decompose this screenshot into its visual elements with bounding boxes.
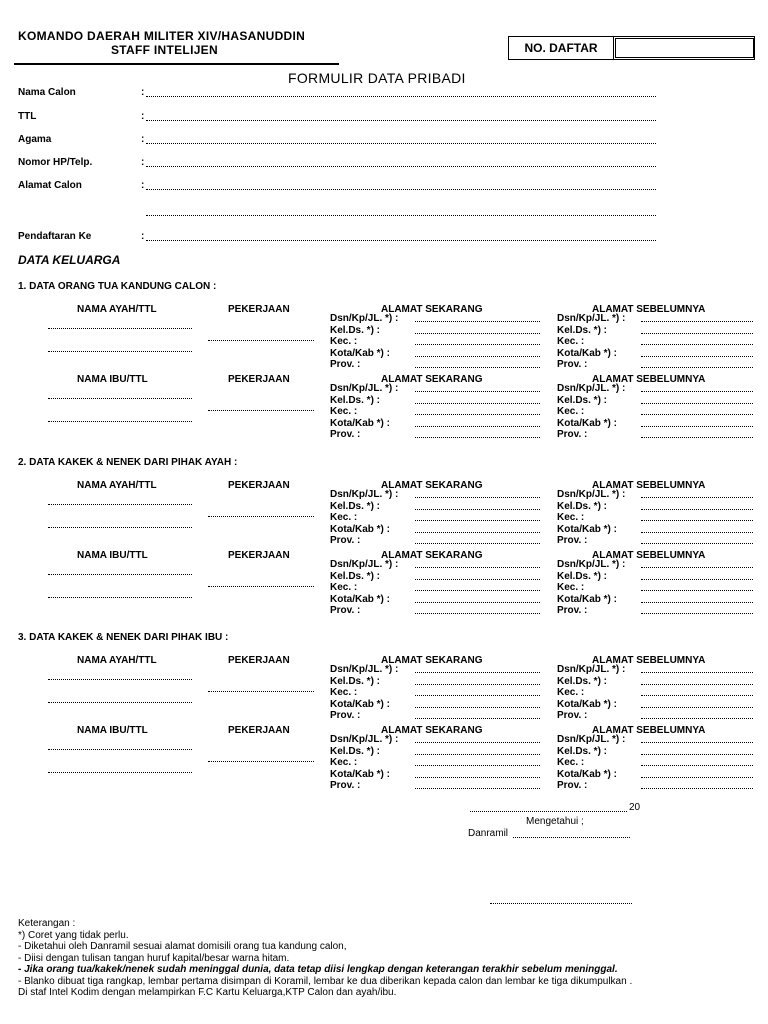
field-input[interactable]	[146, 143, 656, 144]
field-label: Nama Calon	[18, 87, 76, 98]
ayah-pekerjaan-input[interactable]	[208, 691, 314, 692]
ayah-previous-input[interactable]	[641, 333, 753, 334]
ibu-ttl-input[interactable]	[48, 597, 192, 598]
ibu-current-input[interactable]	[415, 777, 540, 778]
ayah-current-label: Kec. :	[330, 687, 358, 698]
ayah-alamat-sebelumnya-header: ALAMAT SEBELUMNYA	[592, 655, 706, 666]
ayah-alamat-sebelumnya-header: ALAMAT SEBELUMNYA	[592, 480, 706, 491]
notes-heading: Keterangan :	[18, 918, 76, 929]
ayah-previous-label: Kota/Kab *) :	[557, 523, 617, 535]
ayah-current-input[interactable]	[415, 543, 540, 544]
ayah-previous-label: Kota/Kab *) :	[557, 347, 617, 359]
ayah-current-label: Dsn/Kp/JL. *) :	[330, 489, 399, 500]
ayah-previous-input[interactable]	[641, 356, 753, 357]
ayah-current-label: Kota/Kab *) :	[330, 347, 390, 359]
ayah-pekerjaan-input[interactable]	[208, 516, 314, 517]
field-input[interactable]	[146, 189, 656, 190]
ayah-current-label: Kec. :	[330, 336, 358, 347]
ibu-current-label: Kec. :	[330, 406, 358, 417]
field-colon: :	[141, 180, 145, 191]
ibu-previous-label: Kec. :	[557, 406, 585, 417]
ayah-previous-input[interactable]	[641, 520, 753, 521]
ayah-current-label: Kel.Ds. *) :	[330, 324, 381, 336]
ibu-current-label: Prov. :	[330, 429, 361, 440]
ibu-alamat-sebelumnya-header: ALAMAT SEBELUMNYA	[592, 374, 706, 385]
ayah-previous-input[interactable]	[641, 684, 753, 685]
place-date-field[interactable]	[470, 811, 627, 812]
ibu-alamat-sebelumnya-header: ALAMAT SEBELUMNYA	[592, 725, 706, 736]
ayah-ttl-input[interactable]	[48, 702, 192, 703]
ibu-current-input[interactable]	[415, 403, 540, 404]
note-line-4: - Jika orang tua/kakek/nenek sudah meninggal dunia, data tetap diisi lengkap dengan keterangan terakhir sebelum meninggal.	[18, 964, 618, 975]
ayah-pekerjaan-header: PEKERJAAN	[228, 480, 290, 491]
ayah-previous-label: Dsn/Kp/JL. *) :	[557, 489, 626, 500]
ibu-current-label: Dsn/Kp/JL. *) :	[330, 383, 399, 394]
ibu-pekerjaan-input[interactable]	[208, 586, 314, 587]
ayah-current-input[interactable]	[415, 509, 540, 510]
ibu-previous-label: Kota/Kab *) :	[557, 768, 617, 780]
ayah-previous-input[interactable]	[641, 367, 753, 368]
ibu-pekerjaan-input[interactable]	[208, 410, 314, 411]
ibu-name-input[interactable]	[48, 749, 192, 750]
ibu-previous-label: Kel.Ds. *) :	[557, 570, 608, 582]
ibu-previous-input[interactable]	[641, 602, 753, 603]
note-line-6: Di staf Intel Kodim dengan melampirkan F.C Kartu Keluarga,KTP Calon dan ayah/ibu.	[18, 987, 397, 998]
ayah-pekerjaan-header: PEKERJAAN	[228, 655, 290, 666]
ibu-current-input[interactable]	[415, 567, 540, 568]
ibu-current-label: Kel.Ds. *) :	[330, 745, 381, 757]
ibu-previous-label: Prov. :	[557, 605, 588, 616]
field-label: Nomor HP/Telp.	[18, 157, 93, 168]
field-colon: :	[141, 87, 145, 98]
ayah-alamat-sekarang-header: ALAMAT SEKARANG	[381, 304, 483, 315]
ibu-current-label: Prov. :	[330, 605, 361, 616]
danramil-field[interactable]	[513, 837, 630, 838]
no-daftar-box	[508, 36, 755, 60]
ayah-current-input[interactable]	[415, 497, 540, 498]
ayah-previous-input[interactable]	[641, 695, 753, 696]
ibu-pekerjaan-header: PEKERJAAN	[228, 374, 290, 385]
ibu-current-input[interactable]	[415, 579, 540, 580]
ibu-previous-label: Dsn/Kp/JL. *) :	[557, 383, 626, 394]
ayah-name-header: NAMA AYAH/TTL	[77, 304, 157, 315]
ibu-alamat-sekarang-header: ALAMAT SEKARANG	[381, 550, 483, 561]
ibu-previous-input[interactable]	[641, 765, 753, 766]
ibu-current-input[interactable]	[415, 742, 540, 743]
org-name-line2: STAFF INTELIJEN	[111, 43, 218, 57]
ayah-current-label: Prov. :	[330, 535, 361, 546]
ibu-previous-label: Kel.Ds. *) :	[557, 745, 608, 757]
ayah-previous-label: Dsn/Kp/JL. *) :	[557, 313, 626, 324]
ibu-current-label: Dsn/Kp/JL. *) :	[330, 734, 399, 745]
ayah-previous-label: Prov. :	[557, 535, 588, 546]
ayah-current-input[interactable]	[415, 532, 540, 533]
note-line-5: - Blanko dibuat tiga rangkap, lembar pertama disimpan di Koramil, lembar ke dua diberikan kepada calon dan lembar ke tiga dikumpulkan .	[18, 976, 633, 987]
ibu-previous-input[interactable]	[641, 613, 753, 614]
field-colon: :	[141, 111, 145, 122]
ibu-previous-label: Kec. :	[557, 757, 585, 768]
ibu-name-header: NAMA IBU/TTL	[77, 725, 148, 736]
ibu-current-label: Dsn/Kp/JL. *) :	[330, 559, 399, 570]
ibu-previous-label: Kota/Kab *) :	[557, 417, 617, 429]
field-colon: :	[141, 157, 145, 168]
ayah-current-label: Kel.Ds. *) :	[330, 675, 381, 687]
ayah-current-input[interactable]	[415, 684, 540, 685]
ibu-previous-input[interactable]	[641, 777, 753, 778]
ibu-previous-label: Dsn/Kp/JL. *) :	[557, 559, 626, 570]
ibu-pekerjaan-header: PEKERJAAN	[228, 550, 290, 561]
field-label: Pendaftaran Ke	[18, 231, 92, 242]
ibu-previous-input[interactable]	[641, 754, 753, 755]
ayah-current-label: Kel.Ds. *) :	[330, 500, 381, 512]
ayah-current-input[interactable]	[415, 695, 540, 696]
ayah-current-input[interactable]	[415, 333, 540, 334]
field-label: Agama	[18, 134, 52, 145]
ayah-previous-label: Kec. :	[557, 336, 585, 347]
ibu-previous-label: Prov. :	[557, 780, 588, 791]
ibu-current-input[interactable]	[415, 437, 540, 438]
field-input-continued[interactable]	[146, 215, 656, 216]
ayah-pekerjaan-header: PEKERJAAN	[228, 304, 290, 315]
field-label: TTL	[18, 111, 37, 122]
ayah-name-header: NAMA AYAH/TTL	[77, 480, 157, 491]
ibu-name-header: NAMA IBU/TTL	[77, 374, 148, 385]
ibu-previous-input[interactable]	[641, 579, 753, 580]
ayah-previous-input[interactable]	[641, 497, 753, 498]
ayah-current-input[interactable]	[415, 707, 540, 708]
ibu-current-input[interactable]	[415, 754, 540, 755]
ibu-alamat-sebelumnya-header: ALAMAT SEBELUMNYA	[592, 550, 706, 561]
note-line-3: - Diisi dengan tulisan tangan huruf kapital/besar warna hitam.	[18, 953, 290, 964]
ibu-current-input[interactable]	[415, 765, 540, 766]
ayah-current-label: Kota/Kab *) :	[330, 523, 390, 535]
signature-field[interactable]	[490, 903, 632, 904]
ayah-previous-input[interactable]	[641, 707, 753, 708]
family-section-title: 3. DATA KAKEK & NENEK DARI PIHAK IBU :	[18, 632, 229, 643]
ayah-name-input[interactable]	[48, 679, 192, 680]
ayah-previous-label: Kel.Ds. *) :	[557, 675, 608, 687]
ayah-previous-label: Kel.Ds. *) :	[557, 324, 608, 336]
ibu-pekerjaan-header: PEKERJAAN	[228, 725, 290, 736]
note-line-1: *) Coret yang tidak perlu.	[18, 930, 129, 941]
ayah-alamat-sekarang-header: ALAMAT SEKARANG	[381, 480, 483, 491]
ibu-alamat-sekarang-header: ALAMAT SEKARANG	[381, 725, 483, 736]
ayah-current-label: Kota/Kab *) :	[330, 698, 390, 710]
ayah-name-header: NAMA AYAH/TTL	[77, 655, 157, 666]
ayah-current-input[interactable]	[415, 356, 540, 357]
ibu-current-input[interactable]	[415, 426, 540, 427]
ayah-previous-input[interactable]	[641, 672, 753, 673]
ibu-current-input[interactable]	[415, 788, 540, 789]
ibu-previous-input[interactable]	[641, 437, 753, 438]
field-colon: :	[141, 134, 145, 145]
ayah-previous-label: Kota/Kab *) :	[557, 698, 617, 710]
field-colon: :	[141, 231, 145, 242]
org-name-line1: KOMANDO DAERAH MILITER XIV/HASANUDDIN	[18, 29, 306, 43]
ayah-current-label: Kec. :	[330, 512, 358, 523]
ayah-name-input[interactable]	[48, 328, 192, 329]
ayah-previous-label: Dsn/Kp/JL. *) :	[557, 664, 626, 675]
ayah-current-input[interactable]	[415, 367, 540, 368]
ibu-alamat-sekarang-header: ALAMAT SEKARANG	[381, 374, 483, 385]
ayah-previous-label: Kec. :	[557, 687, 585, 698]
ayah-current-input[interactable]	[415, 520, 540, 521]
ayah-previous-label: Prov. :	[557, 710, 588, 721]
ibu-ttl-input[interactable]	[48, 772, 192, 773]
ibu-previous-input[interactable]	[641, 426, 753, 427]
ayah-current-label: Prov. :	[330, 359, 361, 370]
field-input[interactable]	[146, 96, 656, 97]
ayah-previous-input[interactable]	[641, 321, 753, 322]
ayah-ttl-input[interactable]	[48, 527, 192, 528]
ibu-current-input[interactable]	[415, 414, 540, 415]
ayah-current-label: Prov. :	[330, 710, 361, 721]
ibu-current-input[interactable]	[415, 590, 540, 591]
no-daftar-field[interactable]	[615, 38, 754, 58]
field-input[interactable]	[146, 240, 656, 241]
ayah-previous-input[interactable]	[641, 543, 753, 544]
ibu-current-label: Kec. :	[330, 757, 358, 768]
ibu-current-label: Kec. :	[330, 582, 358, 593]
ibu-previous-input[interactable]	[641, 567, 753, 568]
field-input[interactable]	[146, 120, 656, 121]
ayah-alamat-sebelumnya-header: ALAMAT SEBELUMNYA	[592, 304, 706, 315]
ibu-current-label: Kel.Ds. *) :	[330, 394, 381, 406]
ibu-previous-input[interactable]	[641, 590, 753, 591]
ibu-previous-label: Kota/Kab *) :	[557, 593, 617, 605]
ibu-current-input[interactable]	[415, 391, 540, 392]
ibu-current-input[interactable]	[415, 602, 540, 603]
ibu-previous-label: Kec. :	[557, 582, 585, 593]
ayah-pekerjaan-input[interactable]	[208, 340, 314, 341]
ibu-current-label: Kel.Ds. *) :	[330, 570, 381, 582]
ayah-name-input[interactable]	[48, 504, 192, 505]
ibu-current-input[interactable]	[415, 613, 540, 614]
ibu-previous-input[interactable]	[641, 742, 753, 743]
ibu-current-label: Kota/Kab *) :	[330, 768, 390, 780]
ibu-previous-input[interactable]	[641, 403, 753, 404]
ayah-alamat-sekarang-header: ALAMAT SEKARANG	[381, 655, 483, 666]
ayah-previous-label: Kec. :	[557, 512, 585, 523]
no-daftar-label: NO. DAFTAR	[509, 37, 614, 59]
ibu-previous-input[interactable]	[641, 788, 753, 789]
ayah-current-input[interactable]	[415, 718, 540, 719]
family-section-title: 2. DATA KAKEK & NENEK DARI PIHAK AYAH :	[18, 457, 238, 468]
ibu-name-header: NAMA IBU/TTL	[77, 550, 148, 561]
ayah-previous-input[interactable]	[641, 532, 753, 533]
form-title: FORMULIR DATA PRIBADI	[288, 70, 466, 86]
ibu-ttl-input[interactable]	[48, 421, 192, 422]
date-year-suffix: 20	[629, 802, 641, 813]
ayah-previous-input[interactable]	[641, 344, 753, 345]
ibu-previous-input[interactable]	[641, 414, 753, 415]
data-keluarga-title: DATA KELUARGA	[18, 253, 121, 267]
ayah-previous-label: Prov. :	[557, 359, 588, 370]
ibu-pekerjaan-input[interactable]	[208, 761, 314, 762]
field-input[interactable]	[146, 166, 656, 167]
ibu-current-label: Kota/Kab *) :	[330, 417, 390, 429]
ayah-current-input[interactable]	[415, 672, 540, 673]
mengetahui-label: Mengetahui ;	[526, 816, 584, 827]
field-label: Alamat Calon	[18, 180, 82, 191]
ayah-current-input[interactable]	[415, 321, 540, 322]
danramil-label: Danramil	[468, 828, 509, 839]
ayah-current-input[interactable]	[415, 344, 540, 345]
ayah-previous-label: Kel.Ds. *) :	[557, 500, 608, 512]
ayah-current-label: Dsn/Kp/JL. *) :	[330, 664, 399, 675]
ibu-current-label: Prov. :	[330, 780, 361, 791]
ibu-previous-label: Dsn/Kp/JL. *) :	[557, 734, 626, 745]
ibu-name-input[interactable]	[48, 398, 192, 399]
ayah-ttl-input[interactable]	[48, 351, 192, 352]
ibu-name-input[interactable]	[48, 574, 192, 575]
ayah-current-label: Dsn/Kp/JL. *) :	[330, 313, 399, 324]
family-section-title: 1. DATA ORANG TUA KANDUNG CALON :	[18, 281, 217, 292]
ibu-previous-input[interactable]	[641, 391, 753, 392]
ibu-current-label: Kota/Kab *) :	[330, 593, 390, 605]
ibu-previous-label: Kel.Ds. *) :	[557, 394, 608, 406]
header-divider	[14, 63, 339, 65]
ayah-previous-input[interactable]	[641, 509, 753, 510]
ayah-previous-input[interactable]	[641, 718, 753, 719]
note-line-2: - Diketahui oleh Danramil sesuai alamat domisili orang tua kandung calon,	[18, 941, 347, 952]
ibu-previous-label: Prov. :	[557, 429, 588, 440]
